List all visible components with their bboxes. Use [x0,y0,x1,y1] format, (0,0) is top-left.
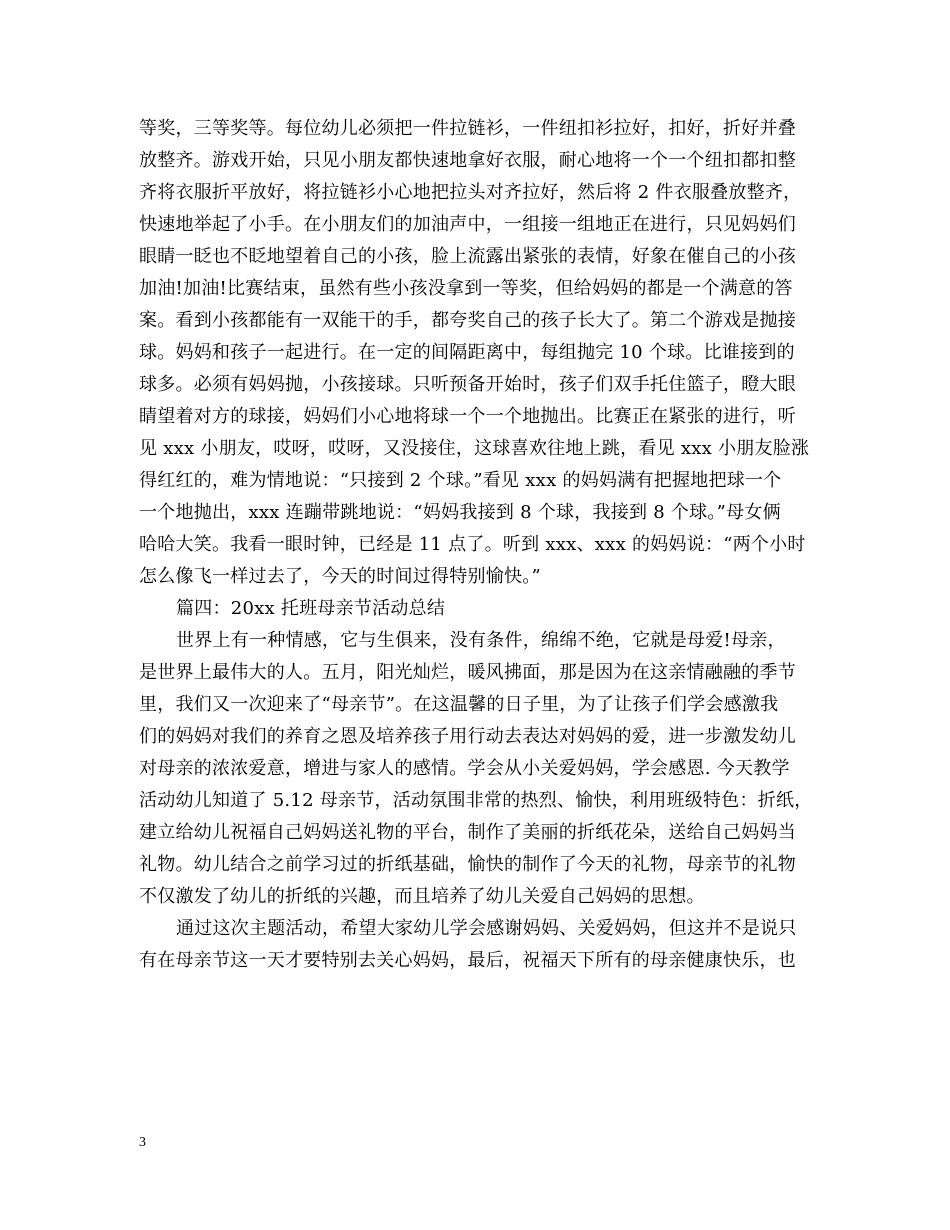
text-line: 通过这次主题活动，希望大家幼儿学会感谢妈妈、关爱妈妈，但这并不是说只 [176,918,797,939]
text-line: 活动幼儿知道了 5.12 母亲节，活动氛围非常的热烈、愉快，利用班级特色：折纸， [139,790,813,811]
text-line: 案。看到小孩都能有一双能干的手，都夸奖自己的孩子长大了。第二个游戏是抛接 [139,310,796,331]
text-line: 放整齐。游戏开始，只见小朋友都快速地拿好衣服，耐心地将一个一个纽扣都扣整 [139,150,796,171]
text-line: 见 xxx 小朋友，哎呀，哎呀，又没接住，这球喜欢往地上跳，看见 xxx 小朋友脸涨 [139,438,810,459]
text-line: 等奖，三等奖等。每位幼儿必须把一件拉链衫，一件纽扣衫拉好，扣好，折好并叠 [139,118,796,139]
page-number: 3 [139,1135,146,1150]
text-line: 怎么像飞一样过去了，今天的时间过得特别愉快。” [139,566,541,587]
text-line: 里，我们又一次迎来了“母亲节”。在这温馨的日子里，为了让孩子们学会感激我 [139,694,779,715]
text-line: 哈哈大笑。我看一眼时钟，已经是 11 点了。听到 xxx、xxx 的妈妈说：“两个小时 [139,534,806,555]
text-line: 礼物。幼儿结合之前学习过的折纸基础，愉快的制作了今天的礼物，母亲节的礼物 [139,854,796,875]
text-line: 不仅激发了幼儿的折纸的兴趣，而且培养了幼儿关爱自己妈妈的思想。 [139,886,705,907]
text-line: 得红红的，难为情地说：“只接到 2 个球。”看见 xxx 的妈妈满有把握地把球一个 [139,470,782,491]
text-line: 一个地抛出，xxx 连蹦带跳地说：“妈妈我接到 8 个球，我接到 8 个球。”母女俩 [139,502,781,523]
text-line: 们的妈妈对我们的养育之恩及培养孩子用行动去表达对妈妈的爱，进一步激发幼儿 [139,726,796,747]
text-line: 加油!加油!比赛结束，虽然有些小孩没拿到一等奖，但给妈妈的都是一个满意的答 [139,278,793,299]
text-line: 球多。必须有妈妈抛，小孩接球。只听预备开始时，孩子们双手托住篮子，瞪大眼 [139,374,796,395]
text-line: 快速地举起了小手。在小朋友们的加油声中，一组接一组地正在进行，只见妈妈们 [139,214,796,235]
text-line: 世界上有一种情感，它与生俱来，没有条件，绵绵不绝，它就是母爱!母亲， [176,630,786,651]
text-line: 是世界上最伟大的人。五月，阳光灿烂，暖风拂面，那是因为在这亲情融融的季节 [139,662,796,683]
text-line: 对母亲的浓浓爱意，增进与家人的感情。学会从小关爱妈妈，学会感恩. 今天教学 [139,758,790,779]
text-line: 球。妈妈和孩子一起进行。在一定的间隔距离中，每组抛完 10 个球。比谁接到的 [139,342,795,363]
text-line: 建立给幼儿祝福自己妈妈送礼物的平台，制作了美丽的折纸花朵，送给自己妈妈当 [139,822,796,843]
section-heading: 篇四：20xx 托班母亲节活动总结 [176,598,446,619]
text-line: 眼睛一眨也不眨地望着自己的小孩，脸上流露出紧张的表情，好象在催自己的小孩 [139,246,796,267]
text-line: 睛望着对方的球接，妈妈们小心地将球一个一个地抛出。比赛正在紧张的进行，听 [139,406,796,427]
text-line: 有在母亲节这一天才要特别去关心妈妈，最后，祝福天下所有的母亲健康快乐，也 [139,950,796,971]
text-line: 齐将衣服折平放好，将拉链衫小心地把拉头对齐拉好，然后将 2 件衣服叠放整齐， [139,182,802,203]
